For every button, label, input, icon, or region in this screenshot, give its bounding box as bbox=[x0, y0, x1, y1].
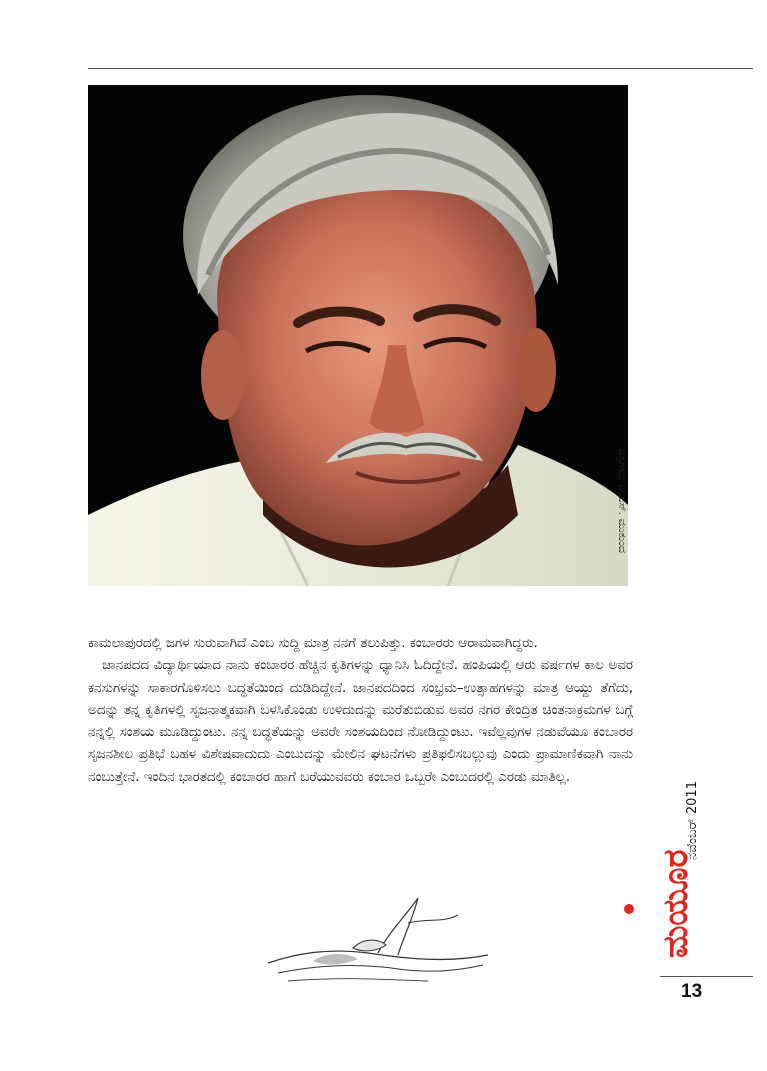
article-paragraph: ಜಾನಪದದ ವಿದ್ಯಾರ್ಥಿಯಾದ ನಾನು ಕಂಬಾರರ ಹೆಚ್ಚಿನ ಕೃತಿಗಳನ್ನು ಧ್ಯಾನಿಸಿ ಓದಿದ್ದೇನೆ. ಹಂಪಿಯಲ್ಲಿ ಆರು ವರ್ಷಗಳ ಕಾಲ ಅವರ ಕನಸುಗಳನ್ನು ಸಾಕಾರಗೊಳಿಸಲು ಬದ್ಧತೆಯಿಂದ ದುಡಿದಿದ್ದೇನೆ. ಜಾನಪದದಿಂದ ಸಂಭ್ರಮ–ಉತ್ಸಾಹಗಳನ್ನು ಮಾತ್ರ ಆಯ್ದು ತೆಗೆದು, ಅದನ್ನು ತನ್ನ ಕೃತಿಗಳಲ್ಲಿ ಸೃಜನಾತ್ಮಕವಾಗಿ ಬಳಸಿಕೊಂಡು ಉಳಿದುದನ್ನು ಮರೆತುಬಿಡುವ ಅವರ ನಗರ ಕೇಂದ್ರಿತ ಚಿಂತನಾಕ್ರಮಗಳ ಬಗ್ಗೆ ನನ್ನಲ್ಲಿ ಸಂಶಯ ಮೂಡಿದ್ದುಂಟು. ನನ್ನ ಬದ್ಧತೆಯನ್ನು ಅವರೇ ಸಂಶಯದಿಂದ ನೋಡಿದ್ದುಂಟು. ಇವೆಲ್ಲವುಗಳ ನಡುವೆಯೂ ಕಂಬಾರರ ಸೃಜನಶೀಲ ಪ್ರತಿಭೆ ಬಹಳ ವಿಶೇಷವಾದುದು ಎಂಬುದನ್ನು ಮೇಲಿನ ಘಟನೆಗಳು ಪ್ರತಿಫಲಿಸಬಲ್ಲುವು ಎಂದು ಪ್ರಾಮಾಣಿಕವಾಗಿ ನಾನು ನಂಬುತ್ತೇನೆ. ಇಂದಿನ ಭಾರತದಲ್ಲಿ ಕಂಬಾರರ ಹಾಗೆ ಬರೆಯುವವರು ಕಂಬಾರ ಒಬ್ಬರೇ ಎಂಬುದರಲ್ಲಿ ಎರಡು ಮಾತಿಲ್ಲ. bbox=[88, 658, 633, 785]
article-body bbox=[88, 633, 633, 789]
bottom-rule bbox=[660, 976, 753, 977]
page-number: 13 bbox=[681, 981, 703, 1002]
portrait-photo bbox=[88, 85, 628, 586]
portrait-illustration bbox=[88, 85, 628, 586]
article-paragraph: ಕಾಮಲಾಪುರದಲ್ಲಿ ಜಗಳ ಸುರುವಾಗಿದೆ ಎಂಬ ಸುದ್ದಿ ಮಾತ್ರ ನನಗೆ ತಲುಪಿತ್ತು. ಕಂಬಾರರು ಆರಾಮವಾಗಿದ್ದರು. bbox=[88, 636, 538, 651]
issue-date: ನವೆಂಬರ್ 2011 bbox=[685, 781, 700, 860]
signature-ornament bbox=[258, 893, 498, 988]
photo-credit: ಚಿತ್ರಗಳು: ಬಿ.ಎಸ್. ಮುಕುಂದ bbox=[616, 448, 629, 554]
accent-dot bbox=[624, 904, 634, 914]
magazine-logo: ಮಯೂರ bbox=[656, 849, 696, 958]
top-rule bbox=[88, 68, 753, 69]
